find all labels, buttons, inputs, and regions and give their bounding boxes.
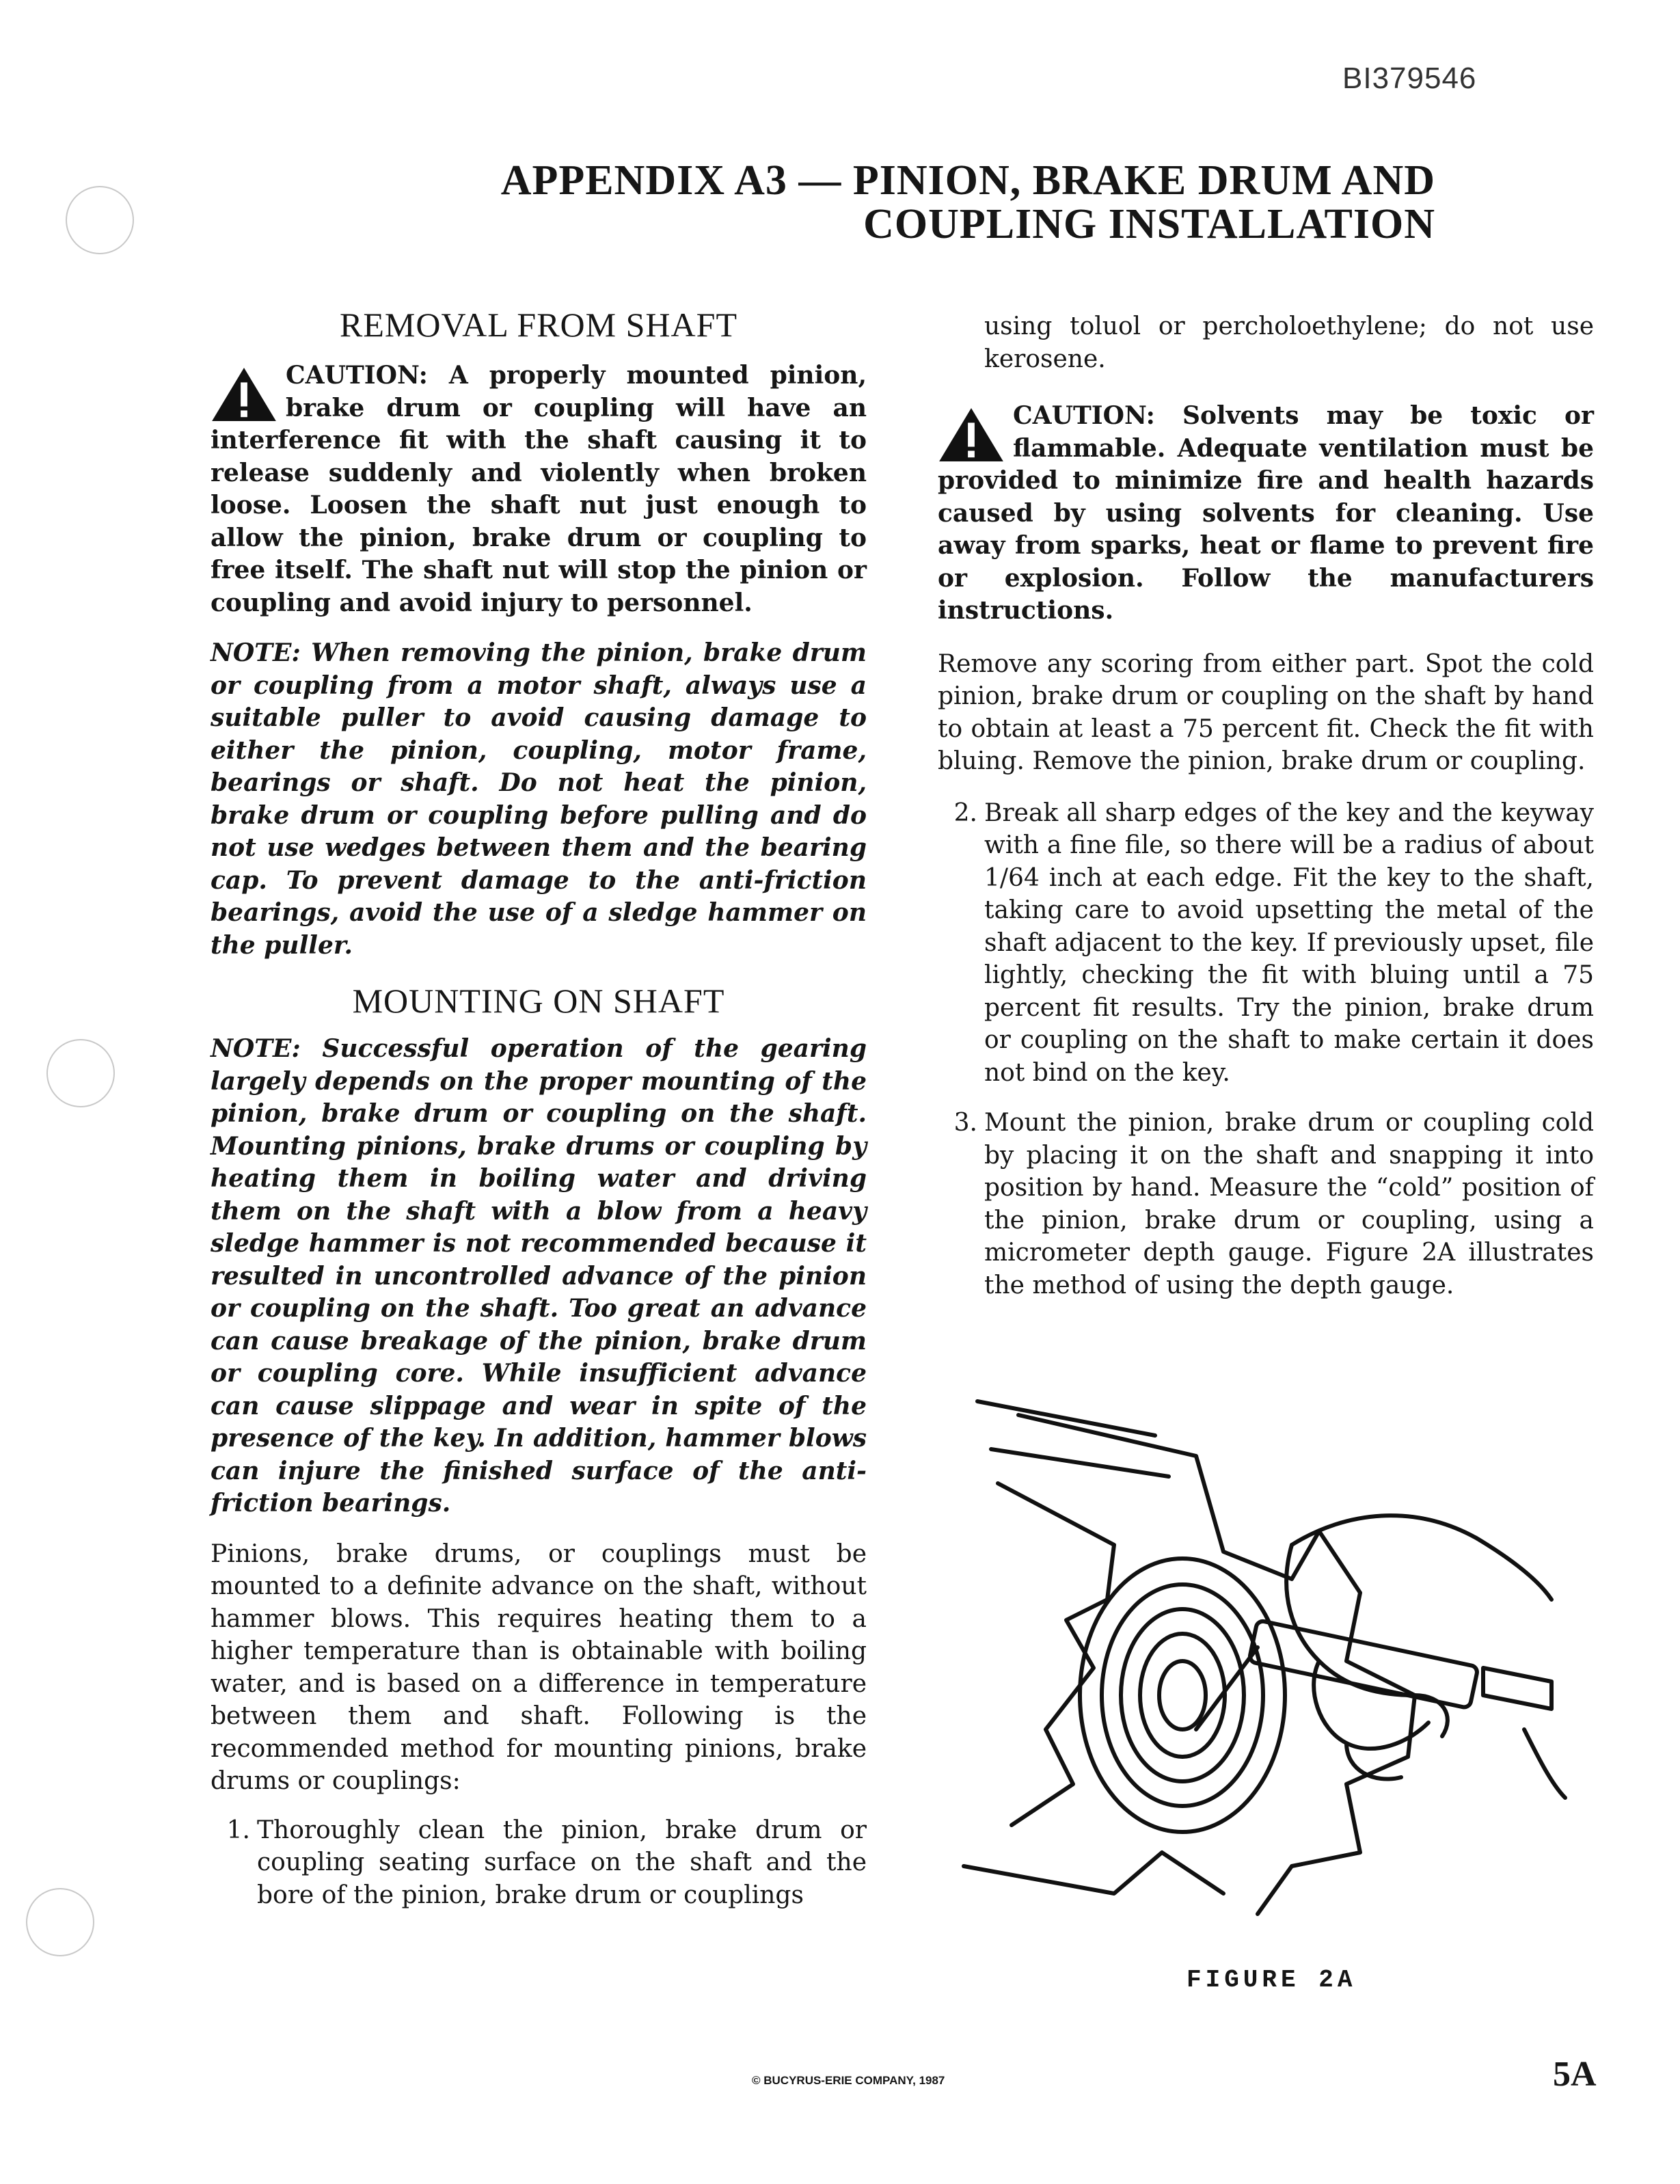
caution-lead: CAUTION: bbox=[286, 361, 428, 390]
step-2 bbox=[938, 797, 1594, 1090]
heading-mounting-on-shaft: MOUNTING ON SHAFT bbox=[352, 982, 725, 1020]
title-line-2: COUPLING INSTALLATION bbox=[863, 201, 1435, 247]
caution-solvents bbox=[938, 400, 1594, 628]
caution-removal bbox=[211, 360, 867, 619]
page-number: 5A bbox=[1553, 2055, 1597, 2094]
steps-left bbox=[211, 1814, 867, 1912]
step-1-continued: using toluol or percholoethylene; do not use kerosene. bbox=[984, 312, 1594, 373]
step-3 bbox=[938, 1107, 1594, 1302]
caution-text: Solvents may be toxic or flammable. Adequate ventilation must be provided to minimize fire and health hazards caused by using solvents for cleaning. Use away from sparks, heat or flame to prevent fire or explosion. Follow the manufacturers instructions. bbox=[938, 401, 1594, 625]
warning-triangle-icon bbox=[938, 407, 1005, 463]
binder-hole-middle bbox=[46, 1039, 115, 1107]
right-column bbox=[938, 310, 1594, 1302]
copyright: © BUCYRUS-ERIE COMPANY, 1987 bbox=[752, 2074, 945, 2087]
step-3-text: Mount the pinion, brake drum or coupling cold by placing it on the shaft and snapping it into position by hand. Measure the “cold” position of the pinion, brake drum or coupling, using a micrometer depth gauge. Figure 2A illustrates the method of using the depth gauge. bbox=[984, 1109, 1594, 1299]
paragraph-scoring: Remove any scoring from either part. Spot the cold pinion, brake drum or coupling on the shaft by hand to obtain at least a 75 percent fit. Check the fit with bluing. Remove the pinion, brake drum or coupling. bbox=[938, 649, 1594, 775]
note-mounting: NOTE: Successful operation of the gearing largely depends on the proper mounting of the pinion, brake drum or coupling on the shaft. Mounting pinions, brake drums or coupling by heating them in boiling water and driving them on the shaft with a blow from a heavy sledge hammer is not recommended because it resulted in uncontrolled advance of the pinion or coupling on the shaft. Too great an advance can cause breakage of the pinion, brake drum or coupling core. While insufficient advance can cause slippage and wear in spite of the presence of the key. In addition, hammer blows can injure the finished surface of the anti-friction bearings. bbox=[211, 1034, 867, 1518]
figure-2a-illustration bbox=[936, 1374, 1593, 1941]
binder-hole-bottom bbox=[26, 1888, 94, 1956]
note-removal: NOTE: When removing the pinion, brake drum or coupling from a motor shaft, always use a suitable puller to avoid causing damage to either the pinion, coupling, motor frame, bearings or shaft. Do not heat the pinion, brake drum or coupling before pulling and do not use wedges between them and the bearing cap. To prevent damage to the anti-friction bearings, avoid the use of a sledge hammer on the puller. bbox=[211, 638, 867, 960]
step-3-number: 3. bbox=[953, 1109, 977, 1137]
heading-removal-from-shaft: REMOVAL FROM SHAFT bbox=[339, 306, 737, 344]
document-id: BI379546 bbox=[1342, 62, 1477, 95]
steps-right bbox=[938, 797, 1594, 1302]
left-column bbox=[211, 305, 867, 1911]
step-1-text: Thoroughly clean the pinion, brake drum or coupling seating surface on the shaft and the bore of the pinion, brake drum or couplings bbox=[257, 1816, 867, 1909]
step-1 bbox=[211, 1814, 867, 1912]
page-title bbox=[328, 159, 1435, 246]
figure-caption: FIGURE 2A bbox=[1187, 1966, 1357, 1994]
warning-triangle-icon bbox=[211, 366, 277, 422]
binder-hole-top bbox=[66, 186, 134, 254]
step-2-number: 2. bbox=[953, 798, 977, 827]
caution-lead: CAUTION: bbox=[1013, 401, 1155, 430]
paragraph-pinions: Pinions, brake drums, or couplings must be mounted to a definite advance on the shaft, without hammer blows. This requires heating them to a higher temperature than is obtainable with boiling water, and is based on a difference in temperature between them and shaft. Following is the recommended method for mounting pinions, brake drums or couplings: bbox=[211, 1539, 867, 1795]
step-2-text: Break all sharp edges of the key and the keyway with a fine file, so there will be a radius of about 1/64 inch at each edge. Fit the key to the shaft, taking care to avoid upsetting the metal of the shaft adjacent to the key. If previously upset, file lightly, checking the fit with bluing until a 75 percent fit results. Try the pinion, brake drum or coupling on the shaft to make certain it does not bind on the key. bbox=[984, 798, 1594, 1087]
caution-text: A properly mounted pinion, brake drum or coupling will have an interference fit with the shaft causing it to release suddenly and violently when broken loose. Loosen the shaft nut just enough to allow the pinion, brake drum or coupling to free itself. The shaft nut will stop the pinion or coupling and avoid injury to personnel. bbox=[211, 361, 867, 617]
step-1-number: 1. bbox=[226, 1816, 250, 1844]
title-line-1: APPENDIX A3 — PINION, BRAKE DRUM AND bbox=[500, 157, 1435, 204]
